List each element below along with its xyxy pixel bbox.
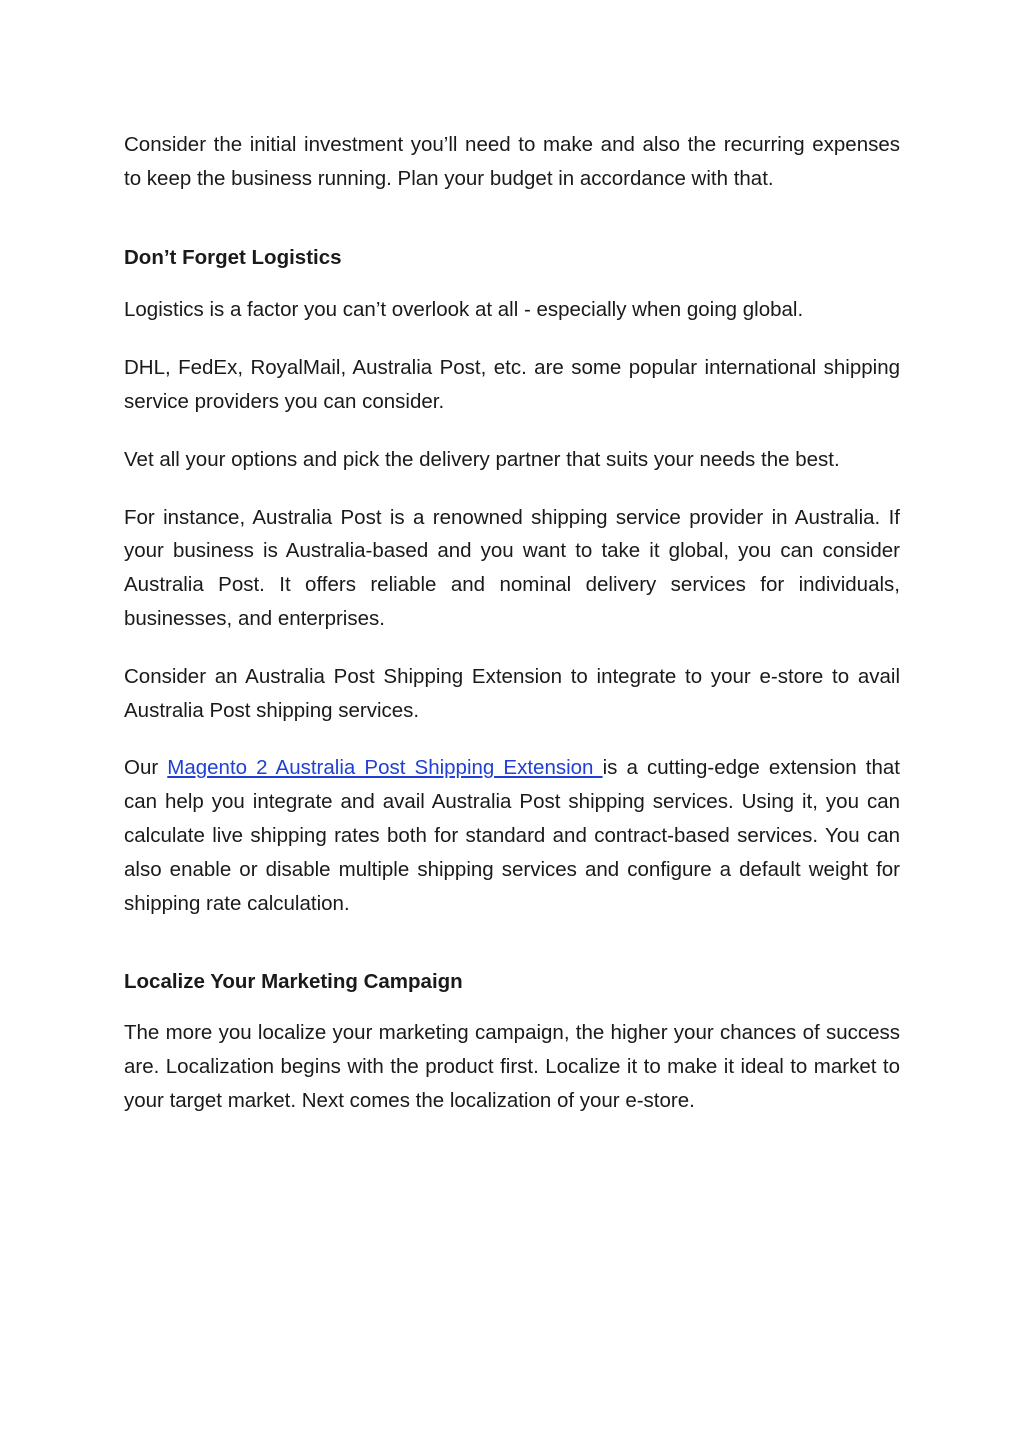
heading-localize: Localize Your Marketing Campaign — [124, 970, 463, 994]
paragraph-shipping-extension: Consider an Australia Post Shipping Extension to integrate to your e-store to avail Australia Post shipping services. — [124, 664, 900, 722]
document-page — [124, 128, 900, 1118]
paragraph-vet-options: Vet all your options and pick the delivery partner that suits your needs the best. — [124, 447, 840, 471]
paragraph-australia-post: For instance, Australia Post is a renowned shipping service provider in Australia. If your business is Australia-based and you want to take it global, you can consider Australia Post. It offers reliable and nominal delivery services for individuals, businesses, and enterprises. — [124, 505, 900, 630]
magento-extension-link[interactable]: Magento 2 Australia Post Shipping Extension — [167, 756, 603, 780]
paragraph-prefix: Our — [124, 756, 168, 780]
heading-logistics: Don’t Forget Logistics — [124, 245, 342, 269]
paragraph-magento-extension — [124, 751, 900, 920]
paragraph-localization: The more you localize your marketing campaign, the higher your chances of success are. Localization begins with the product first. Localize it to make it ideal to market to your target market. Next comes the localization of your e-store. — [124, 1021, 900, 1112]
paragraph-suffix: is a cutting-edge extension that can help you integrate and avail Australia Post shipping services. Using it, you can calculate live shipping rates both for standard and contract-based services. You can also enable or disable multiple shipping services and configure a default weight for shipping rate calculation. — [124, 756, 900, 915]
paragraph-shipping-providers: DHL, FedEx, RoyalMail, Australia Post, etc. are some popular international shipping service providers you can consider. — [124, 356, 900, 413]
paragraph-budget: Consider the initial investment you’ll need to make and also the recurring expenses to keep the business running. Plan your budget in accordance with that. — [124, 133, 900, 190]
paragraph-logistics-factor: Logistics is a factor you can’t overlook at all - especially when going global. — [124, 298, 804, 322]
